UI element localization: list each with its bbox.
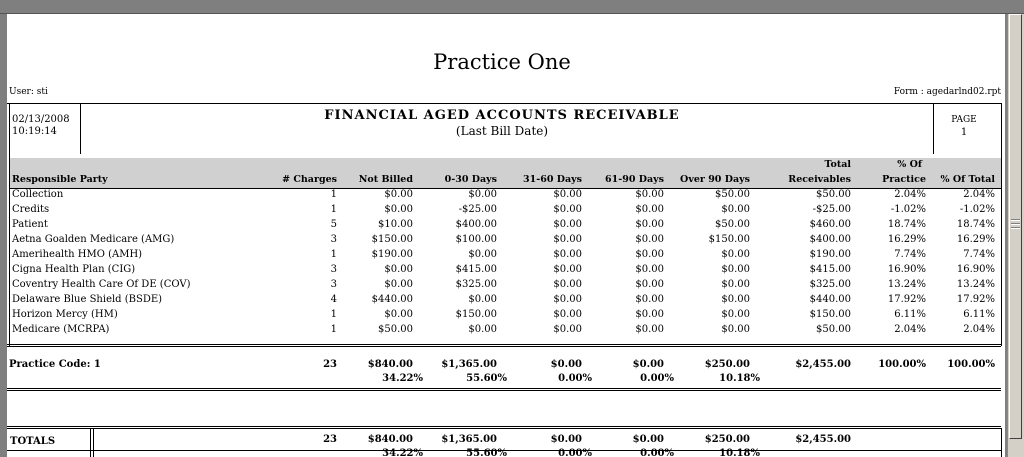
cell-party: Horizon Mercy (HM) — [12, 309, 118, 320]
cell-31-60: $0.00 — [553, 219, 582, 230]
practice-pct-0-30: 55.60% — [466, 373, 507, 384]
cell-pct-practice: 13.24% — [887, 279, 926, 290]
cell-pct-practice: 16.90% — [887, 264, 926, 275]
cell-31-60: $0.00 — [553, 324, 582, 335]
cell-charges: 4 — [330, 294, 337, 305]
cell-total: $50.00 — [816, 324, 851, 335]
cell-61-90: $0.00 — [635, 324, 664, 335]
practice-section-top — [7, 344, 1001, 345]
cell-charges: 1 — [330, 249, 337, 260]
practice-total-label: Practice Code: 1 — [9, 359, 101, 370]
col-responsible-party: Responsible Party — [12, 174, 108, 185]
viewer-top-bar — [0, 0, 1024, 14]
totals-0-30: $1,365.00 — [441, 434, 497, 445]
cell-total: $190.00 — [809, 249, 851, 260]
totals-not-billed: $840.00 — [367, 434, 413, 445]
report-date: 02/13/2008 — [12, 114, 70, 125]
company-title: Practice One — [433, 50, 571, 74]
cell-total: $440.00 — [809, 294, 851, 305]
col-0-30-days: 0-30 Days — [444, 174, 497, 185]
col-pct-practice-line2: Practice — [882, 174, 926, 185]
totals-total: $2,455.00 — [795, 434, 851, 445]
practice-pct-over-90: 10.18% — [719, 373, 760, 384]
page-label: PAGE — [951, 115, 977, 125]
cell-61-90: $0.00 — [635, 249, 664, 260]
cell-over-90: $150.00 — [708, 234, 750, 245]
cell-total: $325.00 — [809, 279, 851, 290]
cell-0-30: $400.00 — [455, 219, 497, 230]
practice-total-total: $2,455.00 — [795, 359, 851, 370]
report-subtitle: (Last Bill Date) — [455, 124, 549, 138]
cell-pct-practice: 2.04% — [894, 324, 926, 335]
scrollbar-grip-icon — [1011, 219, 1020, 227]
cell-not-billed: $150.00 — [371, 234, 413, 245]
cell-party: Coventry Health Care Of DE (COV) — [12, 279, 191, 290]
cell-total: $150.00 — [809, 309, 851, 320]
cell-0-30: $325.00 — [455, 279, 497, 290]
practice-total-over-90: $250.00 — [704, 359, 750, 370]
col-pct-total: % Of Total — [940, 174, 995, 185]
totals-top — [7, 426, 1001, 427]
cell-not-billed: $0.00 — [384, 279, 413, 290]
cell-party: Collection — [12, 189, 64, 200]
cell-pct-total: 18.74% — [956, 219, 995, 230]
cell-over-90: $0.00 — [721, 309, 750, 320]
cell-0-30: $415.00 — [455, 264, 497, 275]
cell-over-90: $0.00 — [721, 324, 750, 335]
cell-over-90: $50.00 — [715, 219, 750, 230]
cell-party: Credits — [12, 204, 50, 215]
cell-total: $50.00 — [816, 189, 851, 200]
cell-61-90: $0.00 — [635, 264, 664, 275]
cell-31-60: $0.00 — [553, 249, 582, 260]
cell-charges: 1 — [330, 189, 337, 200]
practice-total-31-60: $0.00 — [550, 359, 582, 370]
cell-61-90: $0.00 — [635, 234, 664, 245]
cell-31-60: $0.00 — [553, 204, 582, 215]
practice-total-61-90: $0.00 — [632, 359, 664, 370]
col-total-line1: Total — [824, 159, 851, 170]
practice-section-top2 — [7, 346, 1001, 347]
cell-0-30: $0.00 — [468, 189, 497, 200]
cell-31-60: $0.00 — [553, 279, 582, 290]
col-charges: # Charges — [282, 174, 337, 185]
col-31-60-days: 31-60 Days — [523, 174, 582, 185]
totals-top2 — [7, 428, 1001, 429]
cell-not-billed: $0.00 — [384, 189, 413, 200]
cell-pct-total: 7.74% — [963, 249, 995, 260]
cell-61-90: $0.00 — [635, 219, 664, 230]
col-total-line2: Receivables — [788, 174, 851, 185]
cell-total: $460.00 — [809, 219, 851, 230]
viewer-left-edge — [0, 14, 7, 457]
cell-over-90: $0.00 — [721, 264, 750, 275]
cell-61-90: $0.00 — [635, 309, 664, 320]
practice-section-bottom — [7, 388, 1001, 389]
cell-0-30: -$25.00 — [458, 204, 497, 215]
cell-31-60: $0.00 — [553, 309, 582, 320]
table-left-border — [9, 158, 10, 346]
cell-0-30: $0.00 — [468, 249, 497, 260]
practice-section-bottom2 — [7, 390, 1001, 391]
practice-total-0-30: $1,365.00 — [441, 359, 497, 370]
cell-charges: 3 — [330, 264, 337, 275]
practice-total-charges: 23 — [323, 359, 337, 370]
report-time: 10:19:14 — [12, 126, 57, 137]
practice-total-pct-total: 100.00% — [947, 359, 995, 370]
cell-61-90: $0.00 — [635, 294, 664, 305]
cell-not-billed: $440.00 — [371, 294, 413, 305]
practice-pct-61-90: 0.00% — [640, 373, 674, 384]
cell-pct-total: 2.04% — [963, 189, 995, 200]
totals-31-60: $0.00 — [550, 434, 582, 445]
cell-not-billed: $0.00 — [384, 264, 413, 275]
practice-pct-not-billed: 34.22% — [382, 373, 423, 384]
cell-party: Cigna Health Plan (CIG) — [12, 264, 136, 275]
cell-pct-practice: 6.11% — [894, 309, 926, 320]
cell-31-60: $0.00 — [553, 189, 582, 200]
cell-61-90: $0.00 — [635, 279, 664, 290]
cell-pct-practice: 17.92% — [887, 294, 926, 305]
totals-right-border — [1001, 428, 1002, 457]
cell-charges: 1 — [330, 204, 337, 215]
totals-pct-61-90: 0.00% — [640, 448, 674, 457]
practice-total-pct-practice: 100.00% — [878, 359, 926, 370]
cell-pct-total: 16.29% — [956, 234, 995, 245]
cell-pct-practice: 2.04% — [894, 189, 926, 200]
cell-not-billed: $0.00 — [384, 309, 413, 320]
practice-total-not-billed: $840.00 — [367, 359, 413, 370]
cell-pct-practice: -1.02% — [890, 204, 926, 215]
cell-total: $415.00 — [809, 264, 851, 275]
cell-charges: 1 — [330, 309, 337, 320]
cell-pct-total: 2.04% — [963, 324, 995, 335]
col-pct-practice-line1: % Of — [897, 159, 922, 170]
cell-over-90: $0.00 — [721, 294, 750, 305]
cell-61-90: $0.00 — [635, 204, 664, 215]
report-title: FINANCIAL AGED ACCOUNTS RECEIVABLE — [324, 108, 680, 123]
cell-party: Patient — [12, 219, 48, 230]
cell-total: -$25.00 — [812, 204, 851, 215]
cell-not-billed: $190.00 — [371, 249, 413, 260]
header-box-right — [1001, 103, 1002, 158]
cell-pct-total: -1.02% — [959, 204, 995, 215]
totals-61-90: $0.00 — [632, 434, 664, 445]
user-label: User: sti — [9, 87, 48, 97]
col-over-90-days: Over 90 Days — [680, 174, 750, 185]
cell-31-60: $0.00 — [553, 234, 582, 245]
totals-pct-0-30: 55.60% — [466, 448, 507, 457]
table-right-border — [1001, 158, 1002, 346]
cell-0-30: $0.00 — [468, 294, 497, 305]
header-box-top — [7, 103, 1001, 104]
cell-0-30: $100.00 — [455, 234, 497, 245]
totals-label: TOTALS — [10, 436, 56, 447]
cell-not-billed: $0.00 — [384, 204, 413, 215]
cell-pct-practice: 16.29% — [887, 234, 926, 245]
totals-divider2 — [93, 428, 94, 457]
cell-pct-practice: 7.74% — [894, 249, 926, 260]
col-not-billed: Not Billed — [358, 174, 413, 185]
totals-pct-31-60: 0.00% — [558, 448, 592, 457]
cell-31-60: $0.00 — [553, 294, 582, 305]
cell-0-30: $150.00 — [455, 309, 497, 320]
cell-pct-practice: 18.74% — [887, 219, 926, 230]
cell-not-billed: $10.00 — [378, 219, 413, 230]
cell-over-90: $50.00 — [715, 189, 750, 200]
cell-pct-total: 16.90% — [956, 264, 995, 275]
col-61-90-days: 61-90 Days — [605, 174, 664, 185]
cell-party: Delaware Blue Shield (BSDE) — [12, 294, 163, 305]
form-label: Form : agedarlnd02.rpt — [893, 87, 1001, 97]
cell-over-90: $0.00 — [721, 249, 750, 260]
cell-charges: 1 — [330, 324, 337, 335]
totals-divider — [90, 428, 91, 457]
totals-pct-not-billed: 34.22% — [382, 448, 423, 457]
page-number: 1 — [960, 127, 968, 138]
cell-pct-total: 13.24% — [956, 279, 995, 290]
cell-party: Amerihealth HMO (AMH) — [12, 249, 143, 260]
cell-pct-total: 6.11% — [963, 309, 995, 320]
cell-total: $400.00 — [809, 234, 851, 245]
cell-0-30: $0.00 — [468, 324, 497, 335]
cell-charges: 5 — [330, 219, 337, 230]
cell-31-60: $0.00 — [553, 264, 582, 275]
totals-charges: 23 — [323, 434, 337, 445]
cell-pct-total: 17.92% — [956, 294, 995, 305]
cell-charges: 3 — [330, 234, 337, 245]
cell-party: Aetna Goalden Medicare (AMG) — [12, 234, 175, 245]
cell-61-90: $0.00 — [635, 189, 664, 200]
cell-charges: 3 — [330, 279, 337, 290]
cell-not-billed: $50.00 — [378, 324, 413, 335]
totals-bottom — [7, 450, 1001, 451]
practice-pct-31-60: 0.00% — [558, 373, 592, 384]
cell-over-90: $0.00 — [721, 204, 750, 215]
totals-over-90: $250.00 — [704, 434, 750, 445]
cell-over-90: $0.00 — [721, 279, 750, 290]
totals-pct-over-90: 10.18% — [719, 448, 760, 457]
report-page — [7, 14, 1005, 457]
cell-party: Medicare (MCRPA) — [12, 324, 110, 335]
